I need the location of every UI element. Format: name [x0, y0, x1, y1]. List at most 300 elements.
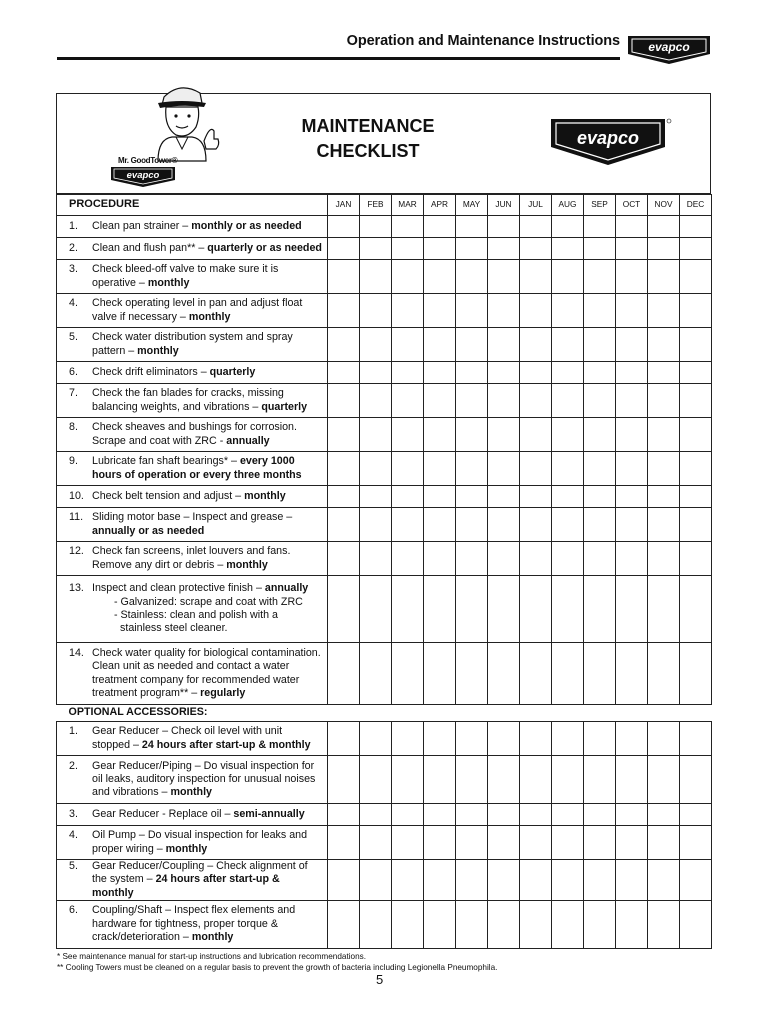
maintenance-checklist-table: [56, 194, 712, 949]
month-header-aug: AUG: [552, 195, 584, 216]
procedure-11-checkbox-sep[interactable]: [584, 508, 616, 542]
optional-2-checkbox-nov[interactable]: [648, 756, 680, 804]
procedure-13-checkbox-jun[interactable]: [488, 576, 520, 643]
procedure-1-checkbox-oct[interactable]: [616, 216, 648, 238]
page-title-line1: MAINTENANCE: [301, 116, 435, 136]
procedure-10-checkbox-oct[interactable]: [616, 486, 648, 508]
procedure-frequency: monthly: [165, 842, 208, 855]
optional-1-checkbox-may[interactable]: [456, 722, 488, 756]
procedure-7-checkbox-dec[interactable]: [680, 384, 712, 418]
procedure-10-checkbox-may[interactable]: [456, 486, 488, 508]
procedure-11-checkbox-jul[interactable]: [520, 508, 552, 542]
optional-1-checkbox-feb[interactable]: [360, 722, 392, 756]
procedure-13-checkbox-mar[interactable]: [392, 576, 424, 643]
optional-5-checkbox-dec[interactable]: [680, 860, 712, 901]
procedure-1-checkbox-aug[interactable]: [552, 216, 584, 238]
procedure-3-checkbox-apr[interactable]: [424, 260, 456, 294]
optional-5-checkbox-apr[interactable]: [424, 860, 456, 901]
procedure-1-checkbox-feb[interactable]: [360, 216, 392, 238]
procedure-4-checkbox-mar[interactable]: [392, 294, 424, 328]
procedure-5-checkbox-feb[interactable]: [360, 328, 392, 362]
footnote-2: ** Cooling Towers must be cleaned on a regular basis to prevent the growth of bacteria including Legionella Pneumophila.: [57, 963, 498, 972]
procedure-4-checkbox-dec[interactable]: [680, 294, 712, 328]
procedure-5-checkbox-jun[interactable]: [488, 328, 520, 362]
procedure-14-checkbox-oct[interactable]: [616, 643, 648, 705]
optional-3-checkbox-jul[interactable]: [520, 804, 552, 826]
procedure-10-checkbox-mar[interactable]: [392, 486, 424, 508]
procedure-6-checkbox-jul[interactable]: [520, 362, 552, 384]
procedure-12-checkbox-may[interactable]: [456, 542, 488, 576]
procedure-text: Lubricate fan shaft bearings* –: [92, 455, 240, 468]
procedure-10-checkbox-sep[interactable]: [584, 486, 616, 508]
procedure-6-checkbox-mar[interactable]: [392, 362, 424, 384]
procedure-14-checkbox-jan[interactable]: [328, 643, 360, 705]
procedure-frequency: monthly or as needed: [191, 219, 302, 232]
procedure-13-checkbox-aug[interactable]: [552, 576, 584, 643]
optional-2-checkbox-aug[interactable]: [552, 756, 584, 804]
procedure-3-checkbox-jul[interactable]: [520, 260, 552, 294]
procedure-7-checkbox-feb[interactable]: [360, 384, 392, 418]
procedure-frequency: quarterly or as needed: [207, 241, 322, 254]
procedure-11-checkbox-apr[interactable]: [424, 508, 456, 542]
optional-2-checkbox-jun[interactable]: [488, 756, 520, 804]
procedure-13-checkbox-may[interactable]: [456, 576, 488, 643]
procedure-frequency: 24 hours after start-up & monthly: [141, 738, 311, 751]
optional-2-checkbox-mar[interactable]: [392, 756, 424, 804]
procedure-text: Check drift eliminators –: [92, 365, 210, 378]
optional-4-checkbox-may[interactable]: [456, 826, 488, 860]
procedure-1-checkbox-nov[interactable]: [648, 216, 680, 238]
procedure-13-checkbox-feb[interactable]: [360, 576, 392, 643]
optional-4-checkbox-mar[interactable]: [392, 826, 424, 860]
procedure-13-checkbox-dec[interactable]: [680, 576, 712, 643]
optional-4-checkbox-sep[interactable]: [584, 826, 616, 860]
procedure-3-checkbox-mar[interactable]: [392, 260, 424, 294]
procedure-2-checkbox-mar[interactable]: [392, 238, 424, 260]
optional-6-checkbox-oct[interactable]: [616, 900, 648, 948]
procedure-11-checkbox-nov[interactable]: [648, 508, 680, 542]
optional-1-checkbox-sep[interactable]: [584, 722, 616, 756]
procedure-2-checkbox-may[interactable]: [456, 238, 488, 260]
procedure-7-checkbox-jan[interactable]: [328, 384, 360, 418]
procedure-11-checkbox-mar[interactable]: [392, 508, 424, 542]
procedure-6-checkbox-jan[interactable]: [328, 362, 360, 384]
optional-6-checkbox-nov[interactable]: [648, 900, 680, 948]
optional-3-checkbox-feb[interactable]: [360, 804, 392, 826]
optional-3-checkbox-aug[interactable]: [552, 804, 584, 826]
procedure-6-checkbox-jun[interactable]: [488, 362, 520, 384]
procedure-2-checkbox-jul[interactable]: [520, 238, 552, 260]
procedure-3-checkbox-sep[interactable]: [584, 260, 616, 294]
procedure-7-checkbox-sep[interactable]: [584, 384, 616, 418]
procedure-8-checkbox-sep[interactable]: [584, 418, 616, 452]
page-title-line2: CHECKLIST: [316, 141, 420, 161]
optional-1-checkbox-jul[interactable]: [520, 722, 552, 756]
table-header-row: [57, 195, 712, 216]
optional-3-checkbox-apr[interactable]: [424, 804, 456, 826]
procedure-9-checkbox-aug[interactable]: [552, 452, 584, 486]
procedure-row: [57, 418, 712, 452]
procedure-7-checkbox-oct[interactable]: [616, 384, 648, 418]
evapco-logo-text: evapco: [576, 128, 640, 148]
procedure-12-checkbox-jan[interactable]: [328, 542, 360, 576]
procedure-2-checkbox-dec[interactable]: [680, 238, 712, 260]
optional-5-checkbox-aug[interactable]: [552, 860, 584, 901]
optional-2-checkbox-dec[interactable]: [680, 756, 712, 804]
procedure-2-checkbox-nov[interactable]: [648, 238, 680, 260]
procedure-frequency: annually: [226, 434, 270, 447]
procedure-text: Check water distribution system and spray pattern –: [92, 331, 293, 357]
procedure-11-checkbox-oct[interactable]: [616, 508, 648, 542]
procedure-1-checkbox-jan[interactable]: [328, 216, 360, 238]
procedure-4-checkbox-nov[interactable]: [648, 294, 680, 328]
procedure-7-checkbox-apr[interactable]: [424, 384, 456, 418]
optional-6-checkbox-apr[interactable]: [424, 900, 456, 948]
procedure-number: 6.: [69, 365, 78, 378]
optional-1-checkbox-nov[interactable]: [648, 722, 680, 756]
procedure-12-checkbox-apr[interactable]: [424, 542, 456, 576]
procedure-1-checkbox-jun[interactable]: [488, 216, 520, 238]
optional-1-checkbox-jun[interactable]: [488, 722, 520, 756]
procedure-text: Clean and flush pan** –: [92, 241, 208, 254]
optional-5-checkbox-may[interactable]: [456, 860, 488, 901]
procedure-8-checkbox-jun[interactable]: [488, 418, 520, 452]
optional-1-checkbox-aug[interactable]: [552, 722, 584, 756]
procedure-14-checkbox-dec[interactable]: [680, 643, 712, 705]
procedure-1-checkbox-may[interactable]: [456, 216, 488, 238]
procedure-5-checkbox-dec[interactable]: [680, 328, 712, 362]
optional-2-checkbox-apr[interactable]: [424, 756, 456, 804]
procedure-row: [57, 452, 712, 486]
procedure-14-checkbox-mar[interactable]: [392, 643, 424, 705]
procedure-frequency: monthly: [147, 276, 190, 289]
optional-6-checkbox-jan[interactable]: [328, 900, 360, 948]
procedure-1-checkbox-sep[interactable]: [584, 216, 616, 238]
procedure-7-checkbox-jun[interactable]: [488, 384, 520, 418]
optional-2-checkbox-feb[interactable]: [360, 756, 392, 804]
procedure-4-checkbox-aug[interactable]: [552, 294, 584, 328]
procedure-text: Check sheaves and bushings for corrosion. Scrape and coat with ZRC -: [92, 421, 297, 447]
procedure-9-checkbox-sep[interactable]: [584, 452, 616, 486]
procedure-4-checkbox-feb[interactable]: [360, 294, 392, 328]
optional-1-checkbox-apr[interactable]: [424, 722, 456, 756]
procedure-10-checkbox-feb[interactable]: [360, 486, 392, 508]
optional-6-checkbox-feb[interactable]: [360, 900, 392, 948]
procedure-12-checkbox-feb[interactable]: [360, 542, 392, 576]
procedure-5-checkbox-apr[interactable]: [424, 328, 456, 362]
procedure-10-checkbox-jun[interactable]: [488, 486, 520, 508]
procedure-9-checkbox-dec[interactable]: [680, 452, 712, 486]
optional-5-checkbox-mar[interactable]: [392, 860, 424, 901]
procedure-7-checkbox-nov[interactable]: [648, 384, 680, 418]
procedure-10-checkbox-jan[interactable]: [328, 486, 360, 508]
evapco-logo-header: [626, 34, 714, 71]
procedure-frequency: annually or as needed: [92, 524, 205, 537]
procedure-frequency: quarterly: [209, 365, 256, 378]
procedure-14-checkbox-jul[interactable]: [520, 643, 552, 705]
procedure-4-checkbox-apr[interactable]: [424, 294, 456, 328]
procedure-1-checkbox-apr[interactable]: [424, 216, 456, 238]
optional-5-checkbox-jan[interactable]: [328, 860, 360, 901]
procedure-6-checkbox-aug[interactable]: [552, 362, 584, 384]
optional-3-checkbox-may[interactable]: [456, 804, 488, 826]
procedure-5-checkbox-aug[interactable]: [552, 328, 584, 362]
procedure-8-checkbox-feb[interactable]: [360, 418, 392, 452]
procedure-number: 3.: [69, 807, 78, 820]
procedure-9-checkbox-oct[interactable]: [616, 452, 648, 486]
procedure-subitem: stainless steel cleaner.: [120, 622, 228, 635]
procedure-1-checkbox-dec[interactable]: [680, 216, 712, 238]
optional-2-checkbox-jan[interactable]: [328, 756, 360, 804]
procedure-11-checkbox-jun[interactable]: [488, 508, 520, 542]
procedure-row: [57, 643, 712, 705]
procedure-12-checkbox-nov[interactable]: [648, 542, 680, 576]
procedure-13-checkbox-sep[interactable]: [584, 576, 616, 643]
optional-procedure-row: [57, 722, 712, 756]
procedure-6-checkbox-nov[interactable]: [648, 362, 680, 384]
procedure-9-checkbox-jun[interactable]: [488, 452, 520, 486]
procedure-12-checkbox-jun[interactable]: [488, 542, 520, 576]
procedure-13-checkbox-jul[interactable]: [520, 576, 552, 643]
procedure-8-checkbox-jul[interactable]: [520, 418, 552, 452]
month-header-apr: APR: [424, 195, 456, 216]
procedure-2-checkbox-apr[interactable]: [424, 238, 456, 260]
procedure-8-checkbox-dec[interactable]: [680, 418, 712, 452]
procedure-12-checkbox-oct[interactable]: [616, 542, 648, 576]
footnote-1: * See maintenance manual for start-up instructions and lubrication recommendations.: [57, 952, 367, 961]
procedure-7-checkbox-aug[interactable]: [552, 384, 584, 418]
optional-1-checkbox-jan[interactable]: [328, 722, 360, 756]
procedure-number: 9.: [69, 455, 78, 468]
optional-6-checkbox-may[interactable]: [456, 900, 488, 948]
procedure-11-checkbox-aug[interactable]: [552, 508, 584, 542]
document-header-title: Operation and Maintenance Instructions: [346, 33, 620, 49]
procedure-text: Coupling/Shaft – Inspect flex elements and hardware for tightness, proper torque & crack/deterioration –: [92, 904, 296, 944]
optional-4-checkbox-jul[interactable]: [520, 826, 552, 860]
procedure-9-checkbox-feb[interactable]: [360, 452, 392, 486]
optional-3-checkbox-jan[interactable]: [328, 804, 360, 826]
procedure-10-checkbox-aug[interactable]: [552, 486, 584, 508]
procedure-9-checkbox-jan[interactable]: [328, 452, 360, 486]
procedure-frequency: regularly: [200, 686, 246, 699]
procedure-6-checkbox-may[interactable]: [456, 362, 488, 384]
procedure-5-checkbox-nov[interactable]: [648, 328, 680, 362]
optional-4-checkbox-jan[interactable]: [328, 826, 360, 860]
procedure-6-checkbox-apr[interactable]: [424, 362, 456, 384]
procedure-14-checkbox-may[interactable]: [456, 643, 488, 705]
procedure-5-checkbox-oct[interactable]: [616, 328, 648, 362]
procedure-row: [57, 508, 712, 542]
procedure-9-checkbox-apr[interactable]: [424, 452, 456, 486]
optional-3-checkbox-jun[interactable]: [488, 804, 520, 826]
optional-5-checkbox-nov[interactable]: [648, 860, 680, 901]
procedure-3-checkbox-dec[interactable]: [680, 260, 712, 294]
optional-2-checkbox-oct[interactable]: [616, 756, 648, 804]
procedure-11-checkbox-feb[interactable]: [360, 508, 392, 542]
procedure-13-checkbox-apr[interactable]: [424, 576, 456, 643]
optional-1-checkbox-oct[interactable]: [616, 722, 648, 756]
procedure-10-checkbox-apr[interactable]: [424, 486, 456, 508]
optional-4-checkbox-nov[interactable]: [648, 826, 680, 860]
procedure-number: 3.: [69, 263, 78, 276]
procedure-13-checkbox-nov[interactable]: [648, 576, 680, 643]
procedure-14-checkbox-jun[interactable]: [488, 643, 520, 705]
procedure-8-checkbox-oct[interactable]: [616, 418, 648, 452]
month-header-may: MAY: [456, 195, 488, 216]
procedure-10-checkbox-dec[interactable]: [680, 486, 712, 508]
procedure-5-checkbox-mar[interactable]: [392, 328, 424, 362]
procedure-12-checkbox-jul[interactable]: [520, 542, 552, 576]
procedure-5-checkbox-may[interactable]: [456, 328, 488, 362]
optional-5-checkbox-oct[interactable]: [616, 860, 648, 901]
optional-3-checkbox-sep[interactable]: [584, 804, 616, 826]
procedure-text: Oil Pump – Do visual inspection for leaks and proper wiring –: [92, 829, 308, 855]
optional-2-checkbox-may[interactable]: [456, 756, 488, 804]
procedure-13-checkbox-oct[interactable]: [616, 576, 648, 643]
optional-3-checkbox-mar[interactable]: [392, 804, 424, 826]
procedure-6-checkbox-dec[interactable]: [680, 362, 712, 384]
optional-accessories-header-row: [57, 705, 712, 722]
procedure-1-checkbox-jul[interactable]: [520, 216, 552, 238]
procedure-4-checkbox-sep[interactable]: [584, 294, 616, 328]
procedure-6-checkbox-feb[interactable]: [360, 362, 392, 384]
optional-6-checkbox-sep[interactable]: [584, 900, 616, 948]
procedure-4-checkbox-oct[interactable]: [616, 294, 648, 328]
optional-6-checkbox-mar[interactable]: [392, 900, 424, 948]
procedure-row: [57, 238, 712, 260]
optional-6-checkbox-aug[interactable]: [552, 900, 584, 948]
optional-4-checkbox-apr[interactable]: [424, 826, 456, 860]
procedure-9-checkbox-mar[interactable]: [392, 452, 424, 486]
procedure-1-checkbox-mar[interactable]: [392, 216, 424, 238]
optional-3-checkbox-oct[interactable]: [616, 804, 648, 826]
procedure-6-checkbox-oct[interactable]: [616, 362, 648, 384]
procedure-text: Check belt tension and adjust –: [92, 489, 245, 502]
procedure-8-checkbox-may[interactable]: [456, 418, 488, 452]
procedure-number: 2.: [69, 759, 78, 772]
procedure-8-checkbox-apr[interactable]: [424, 418, 456, 452]
procedure-10-checkbox-jul[interactable]: [520, 486, 552, 508]
procedure-3-checkbox-jun[interactable]: [488, 260, 520, 294]
procedure-5-checkbox-jul[interactable]: [520, 328, 552, 362]
procedure-2-checkbox-jan[interactable]: [328, 238, 360, 260]
optional-procedure-row: [57, 756, 712, 804]
optional-5-checkbox-jun[interactable]: [488, 860, 520, 901]
procedure-3-checkbox-nov[interactable]: [648, 260, 680, 294]
procedure-14-checkbox-feb[interactable]: [360, 643, 392, 705]
procedure-8-checkbox-aug[interactable]: [552, 418, 584, 452]
procedure-frequency: monthly: [226, 558, 268, 571]
procedure-10-checkbox-nov[interactable]: [648, 486, 680, 508]
optional-4-checkbox-jun[interactable]: [488, 826, 520, 860]
procedure-row: [57, 362, 712, 384]
optional-1-checkbox-dec[interactable]: [680, 722, 712, 756]
procedure-11-checkbox-may[interactable]: [456, 508, 488, 542]
procedure-6-checkbox-sep[interactable]: [584, 362, 616, 384]
optional-6-checkbox-jun[interactable]: [488, 900, 520, 948]
procedure-number: 2.: [69, 241, 78, 254]
optional-1-checkbox-mar[interactable]: [392, 722, 424, 756]
procedure-3-checkbox-aug[interactable]: [552, 260, 584, 294]
optional-3-checkbox-nov[interactable]: [648, 804, 680, 826]
procedure-7-checkbox-mar[interactable]: [392, 384, 424, 418]
optional-procedure-row: [57, 900, 712, 948]
procedure-8-checkbox-nov[interactable]: [648, 418, 680, 452]
procedure-3-checkbox-oct[interactable]: [616, 260, 648, 294]
procedure-number: 7.: [69, 387, 78, 400]
procedure-11-checkbox-jan[interactable]: [328, 508, 360, 542]
optional-4-checkbox-oct[interactable]: [616, 826, 648, 860]
procedure-4-checkbox-jun[interactable]: [488, 294, 520, 328]
procedure-5-checkbox-jan[interactable]: [328, 328, 360, 362]
procedure-frequency: monthly: [170, 786, 212, 799]
optional-3-checkbox-dec[interactable]: [680, 804, 712, 826]
procedure-13-checkbox-jan[interactable]: [328, 576, 360, 643]
procedure-8-checkbox-jan[interactable]: [328, 418, 360, 452]
procedure-5-checkbox-sep[interactable]: [584, 328, 616, 362]
optional-5-checkbox-feb[interactable]: [360, 860, 392, 901]
procedure-row: [57, 576, 712, 643]
procedure-3-checkbox-feb[interactable]: [360, 260, 392, 294]
optional-2-checkbox-sep[interactable]: [584, 756, 616, 804]
procedure-11-checkbox-dec[interactable]: [680, 508, 712, 542]
procedure-2-checkbox-jun[interactable]: [488, 238, 520, 260]
procedure-12-checkbox-aug[interactable]: [552, 542, 584, 576]
procedure-14-checkbox-apr[interactable]: [424, 643, 456, 705]
optional-2-checkbox-jul[interactable]: [520, 756, 552, 804]
procedure-4-checkbox-jul[interactable]: [520, 294, 552, 328]
procedure-14-checkbox-aug[interactable]: [552, 643, 584, 705]
optional-6-checkbox-jul[interactable]: [520, 900, 552, 948]
optional-5-checkbox-sep[interactable]: [584, 860, 616, 901]
procedure-14-checkbox-sep[interactable]: [584, 643, 616, 705]
procedure-text: Gear Reducer/Piping – Do visual inspection for oil leaks, auditory inspection for unusual noises and vibrations –: [92, 759, 316, 799]
procedure-12-checkbox-dec[interactable]: [680, 542, 712, 576]
page-title: [298, 114, 438, 164]
month-header-jun: JUN: [488, 195, 520, 216]
procedure-3-checkbox-jan[interactable]: [328, 260, 360, 294]
procedure-14-checkbox-nov[interactable]: [648, 643, 680, 705]
procedure-7-checkbox-jul[interactable]: [520, 384, 552, 418]
page-number: 5: [376, 972, 384, 987]
procedure-12-checkbox-mar[interactable]: [392, 542, 424, 576]
procedure-9-checkbox-may[interactable]: [456, 452, 488, 486]
procedure-2-checkbox-oct[interactable]: [616, 238, 648, 260]
procedure-text: Inspect and clean protective finish –: [92, 582, 265, 595]
procedure-text: Gear Reducer - Replace oil –: [92, 807, 234, 820]
procedure-4-checkbox-jan[interactable]: [328, 294, 360, 328]
optional-5-checkbox-jul[interactable]: [520, 860, 552, 901]
optional-6-checkbox-dec[interactable]: [680, 900, 712, 948]
optional-4-checkbox-dec[interactable]: [680, 826, 712, 860]
procedure-2-checkbox-sep[interactable]: [584, 238, 616, 260]
procedure-7-checkbox-may[interactable]: [456, 384, 488, 418]
procedure-text: Clean pan strainer –: [92, 219, 192, 232]
procedure-2-checkbox-feb[interactable]: [360, 238, 392, 260]
procedure-3-checkbox-may[interactable]: [456, 260, 488, 294]
procedure-8-checkbox-mar[interactable]: [392, 418, 424, 452]
procedure-9-checkbox-nov[interactable]: [648, 452, 680, 486]
month-header-mar: MAR: [392, 195, 424, 216]
procedure-frequency: annually: [264, 582, 309, 595]
procedure-2-checkbox-aug[interactable]: [552, 238, 584, 260]
procedure-12-checkbox-sep[interactable]: [584, 542, 616, 576]
procedure-9-checkbox-jul[interactable]: [520, 452, 552, 486]
month-header-jan: JAN: [328, 195, 360, 216]
optional-4-checkbox-aug[interactable]: [552, 826, 584, 860]
procedure-4-checkbox-may[interactable]: [456, 294, 488, 328]
optional-4-checkbox-feb[interactable]: [360, 826, 392, 860]
